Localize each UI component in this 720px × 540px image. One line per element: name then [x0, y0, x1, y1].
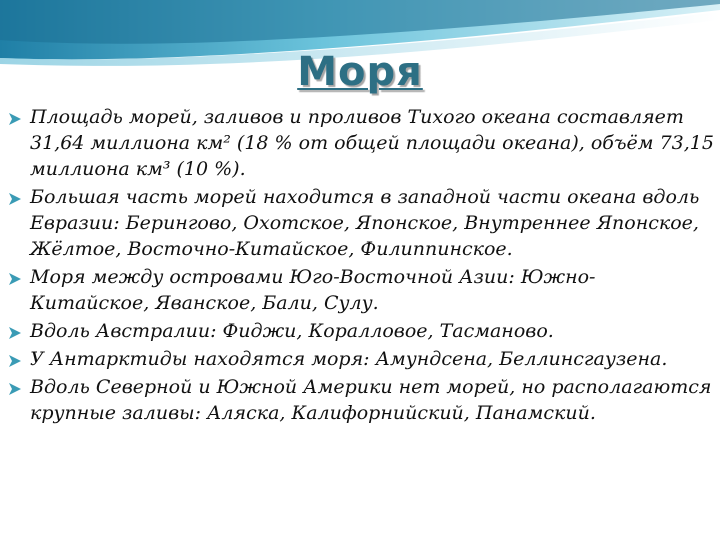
arrow-bullet-icon [8, 382, 22, 396]
bullet-list [8, 104, 714, 428]
arrow-bullet-icon [8, 112, 22, 126]
arrow-bullet-icon [8, 192, 22, 206]
bullet-text: Моря между островами Юго-Восточной Азии: Южно-Китайское, Яванское, Бали, Сулу. [30, 266, 596, 314]
bullet-item [8, 104, 714, 182]
arrow-bullet-icon [8, 354, 22, 368]
bullet-item [8, 318, 714, 344]
arrow-bullet-icon [8, 326, 22, 340]
bullet-text: Площадь морей, заливов и проливов Тихого океана составляет 31,64 миллиона км² (18 % от общей площади океана), объём 73,15 миллиона км³ (10 %). [30, 106, 714, 180]
slide-title: Моря [297, 49, 423, 95]
bullet-text: Вдоль Австралии: Фиджи, Коралловое, Тасманово. [30, 320, 554, 342]
bullet-item [8, 346, 714, 372]
bullet-text: У Антарктиды находятся моря: Амундсена, Беллинсгаузена. [30, 348, 668, 370]
bullet-text: Вдоль Северной и Южной Америки нет морей, но располагаются крупные заливы: Аляска, Калифорнийский, Панамский. [30, 376, 712, 424]
bullet-item [8, 374, 714, 426]
bullet-text: Большая часть морей находится в западной части океана вдоль Евразии: Берингово, Охотское, Японское, Внутреннее Японское, Жёлтое, Восточно-Китайское, Филиппинское. [30, 186, 700, 260]
bullet-item [8, 184, 714, 262]
bullet-item [8, 264, 714, 316]
arrow-bullet-icon [8, 272, 22, 286]
